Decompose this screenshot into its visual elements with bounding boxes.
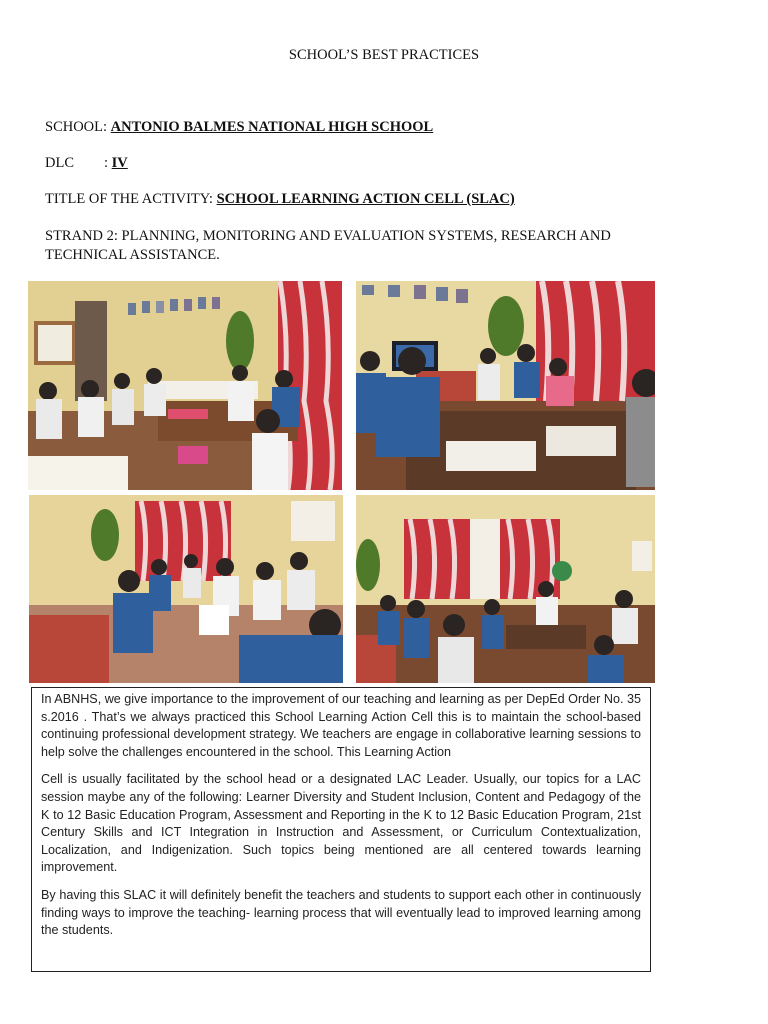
school-line: [45, 119, 433, 136]
school-label: SCHOOL:: [45, 119, 111, 135]
activity-title: SCHOOL LEARNING ACTION CELL (SLAC): [216, 191, 515, 207]
photo-slac-session-1: [28, 281, 342, 490]
activity-line: [45, 191, 515, 208]
dlc-separator: :: [104, 155, 112, 171]
description-box: [31, 687, 651, 972]
dlc-line: [45, 155, 128, 172]
activity-label: TITLE OF THE ACTIVITY:: [45, 191, 217, 207]
photo-slac-session-4: [356, 495, 655, 683]
strand-text: STRAND 2: PLANNING, MONITORING AND EVALUATION SYSTEMS, RESEARCH AND TECHNICAL ASSISTANCE.: [45, 228, 611, 263]
dlc-label: DLC: [45, 155, 74, 171]
page-title: SCHOOL’S BEST PRACTICES: [288, 47, 480, 63]
paragraph-2: Cell is usually facilitated by the school head or a designated LAC Leader. Usually, our topics for a LAC session maybe any of the following: Learner Diversity and Student Inclusion, Content and Pedagogy of the K to 12 Basic Education Program, Assessment and Reporting in the K to 12 Basic Education Program, 21st Century Skills and ICT Integration in Instruction and Assessment, or Curriculum Contextualization, Localization, and Indigenization. Such topics being mentioned are all centered towards learning improvement.: [41, 772, 641, 875]
school-name: ANTONIO BALMES NATIONAL HIGH SCHOOL: [110, 119, 434, 135]
dlc-value: IV: [111, 155, 128, 171]
photo-slac-session-2: [356, 281, 655, 490]
paragraph-3: By having this SLAC it will definitely benefit the teachers and students to support each other in continuously finding ways to improve the teaching- learning process that will eventually lead to improved learning among the students.: [41, 887, 641, 938]
paragraph-1: In ABNHS, we give importance to the improvement of our teaching and learning as per DepEd Order No. 35 s.2016 . That’s we always practiced this School Learning Action Cell this is to maintain the school-based continuing professional development strategy. We teachers are engage in collaborative learning sessions to help solve the challenges encountered in the school. This Learning Action: [41, 692, 641, 759]
photo-slac-session-3: [29, 495, 343, 683]
